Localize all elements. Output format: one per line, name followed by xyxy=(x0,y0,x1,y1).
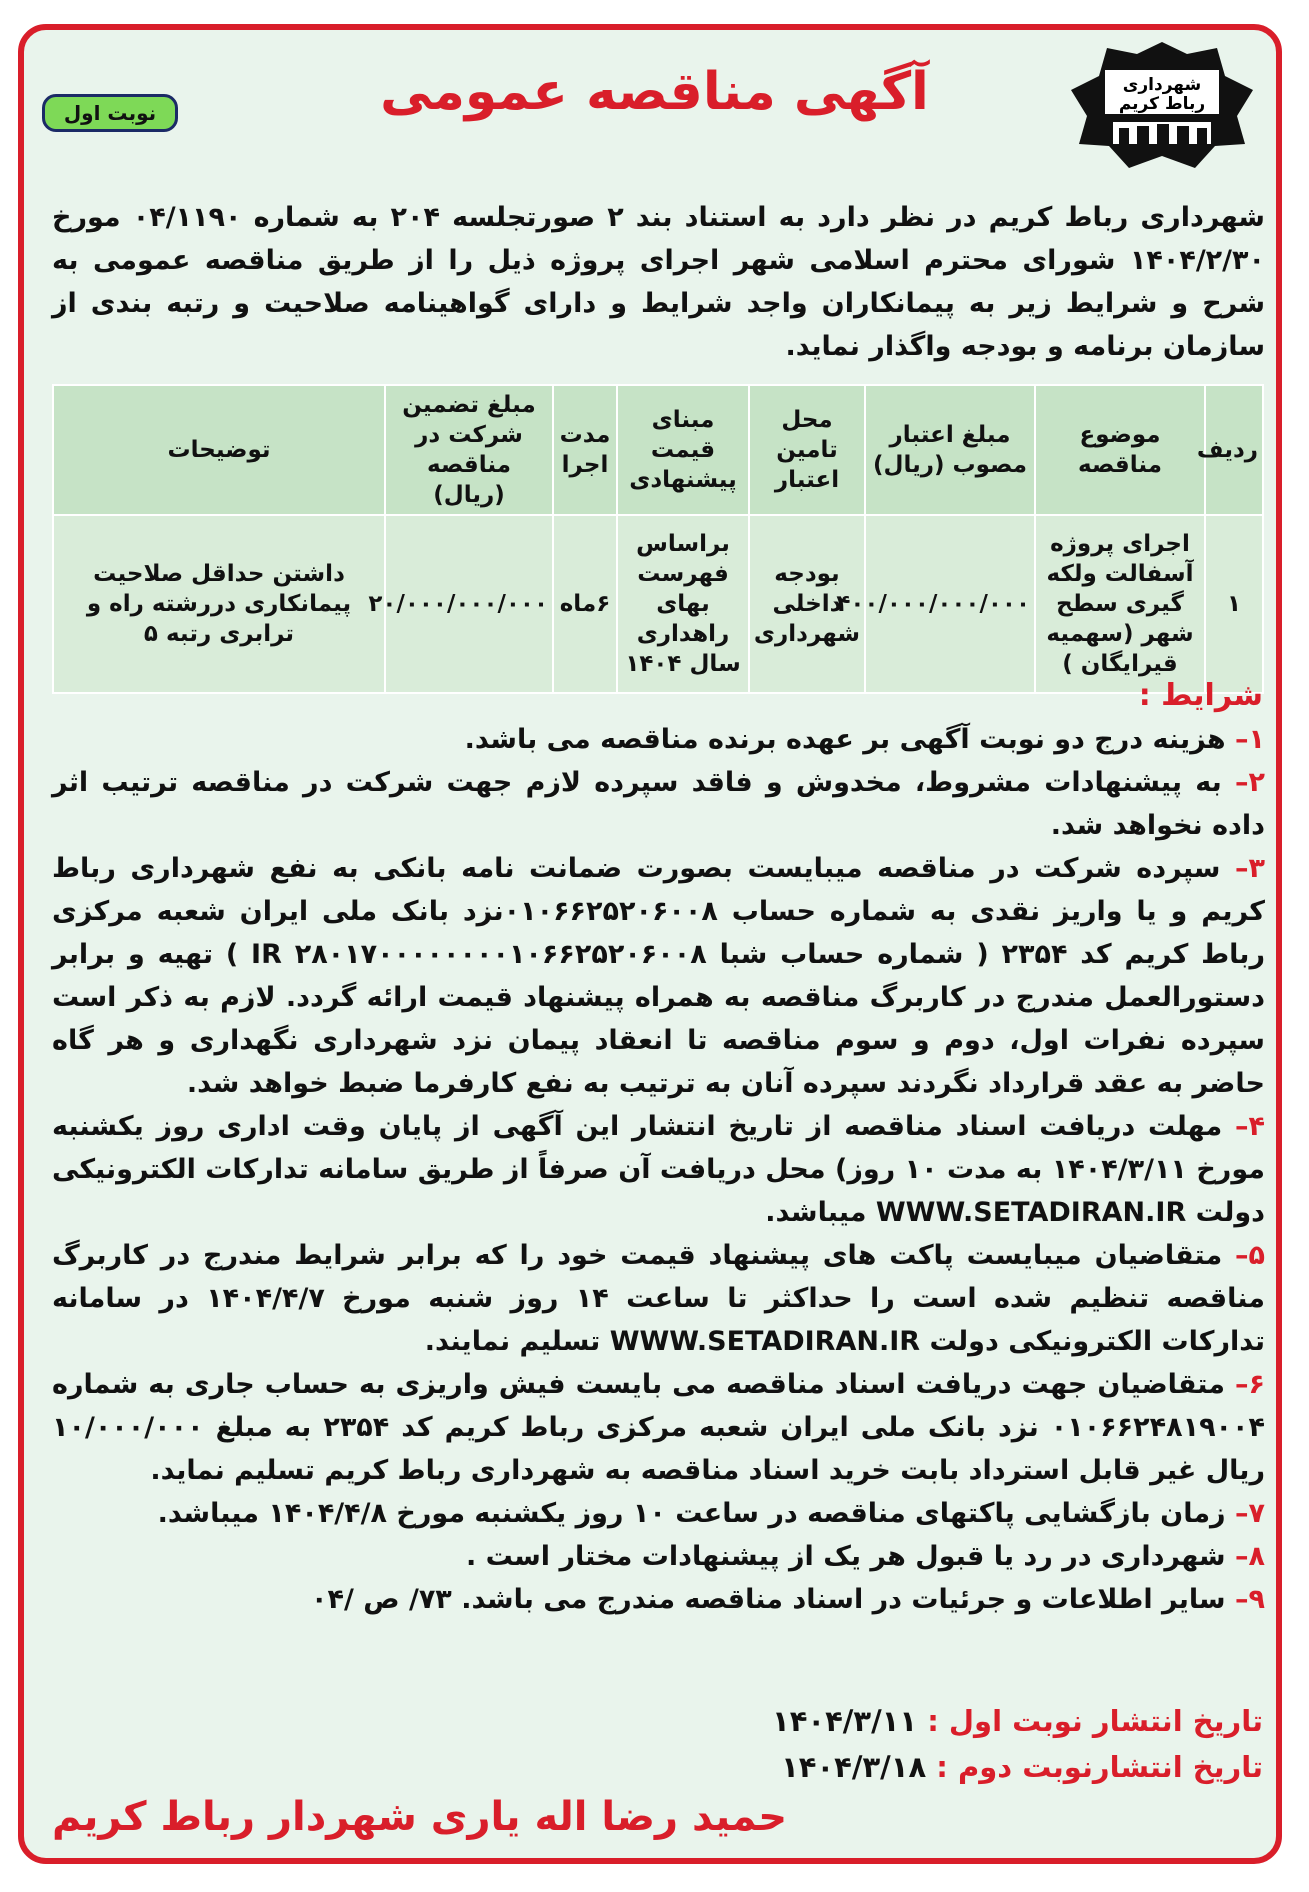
condition-number: ۹– xyxy=(1235,1584,1265,1615)
intro-paragraph: شهرداری رباط کریم در نظر دارد به استناد بند ۲ صورتجلسه ۲۰۴ به شماره ۰۴/۱۱۹۰ مورخ ۱۴۰۴/۲/۳۰ شورای محترم اسلامی شهر اجرای پروژه ذیل را از طریق مناقصه عمومی به شرح و شرایط زیر به پیمانکاران واجد شرایط و دارای گواهینامه صلاحیت و رتبه بندی از سازمان برنامه و بودجه واگذار نماید. xyxy=(52,202,1265,362)
cell-row-number: ۱ xyxy=(1205,515,1263,693)
cell-duration: ۶ماه xyxy=(553,515,617,693)
cell-price-basis: براساس فهرست بهای راهداری سال ۱۴۰۴ xyxy=(617,515,749,693)
second-publication xyxy=(781,1750,1263,1784)
condition-text: زمان بازگشایی پاکتهای مناقصه در ساعت ۱۰ روز یکشنبه مورخ ۱۴۰۴/۴/۸ میباشد. xyxy=(157,1498,1226,1529)
second-publication-date: ۱۴۰۴/۳/۱۸ xyxy=(781,1750,927,1784)
condition-text: به پیشنهادات مشروط، مخدوش و فاقد سپرده لازم جهت شرکت در مناقصه ترتیب اثر داده نخواهد شد. xyxy=(52,767,1265,841)
condition-text: سپرده شرکت در مناقصه میبایست بصورت ضمانت نامه بانکی به نفع شهرداری رباط کریم و یا واریز نقدی به شماره حساب ۰۱۰۶۶۲۵۲۰۶۰۰۸نزد بانک ملی ایران شعبه مرکزی رباط کریم کد ۲۳۵۴ ( شماره حساب شبا IR ۲۸۰۱۷۰۰۰۰۰۰۰۰۱۰۶۶۲۵۲۰۶۰۰۸ ) تهیه و برابر دستورالعمل مندرج در کاربرگ مناقصه به همراه پیشنهاد قیمت ارائه گردد. لازم به ذکر است سپرده نفرات اول، دوم و سوم مناقصه تا انعقاد پیمان نزد شهرداری نگهداری و هر گاه حاضر به عقد قرارداد نگردند سپرده آنان به ترتیب به نفع کارفرما ضبط خواهد شد. xyxy=(52,853,1265,1099)
condition-item xyxy=(52,1578,1265,1621)
condition-text: مهلت دریافت اسناد مناقصه از تاریخ انتشار این آگهی از پایان وقت اداری روز یکشنبه مورخ ۱۴۰۴/۳/۱۱ به مدت ۱۰ روز) محل دریافت آن صرفاً از طریق سامانه تدارکات الکترونیکی دولت WWW.SETADIRAN.IR میباشد. xyxy=(52,1111,1265,1228)
table-header-row xyxy=(53,385,1263,515)
condition-number: ۷– xyxy=(1235,1498,1265,1529)
cell-subject: اجرای پروژه آسفالت ولکه گیری سطح شهر (سهمیه قیرایگان ) xyxy=(1035,515,1205,693)
cell-notes: داشتن حداقل صلاحیت پیمانکاری دررشته راه و ترابری رتبه ۵ xyxy=(53,515,385,693)
first-publication-label: تاریخ انتشار نوبت اول : xyxy=(927,1704,1263,1738)
condition-item xyxy=(52,761,1265,847)
header-cell-price-basis: مبنای قیمت پیشنهادی xyxy=(617,385,749,515)
condition-number: ۱– xyxy=(1235,724,1265,755)
condition-item xyxy=(52,1363,1265,1492)
header-cell-subject: موضوع مناقصه xyxy=(1035,385,1205,515)
condition-number: ۳– xyxy=(1235,853,1265,884)
condition-text: سایر اطلاعات و جرئیات در اسناد مناقصه مندرج می باشد. ۷۳/ ص /۰۴ xyxy=(311,1584,1226,1615)
cell-guarantee: ۲۰/۰۰۰/۰۰۰/۰۰۰ xyxy=(385,515,553,693)
mayor-signature: حمید رضا اله یاری شهردار رباط کریم xyxy=(52,1794,788,1840)
header-cell-duration: مدت اجرا xyxy=(553,385,617,515)
page-title: آگهی مناقصه عمومی xyxy=(380,62,929,122)
condition-item xyxy=(52,1105,1265,1234)
header-cell-guarantee: مبلغ تضمین شرکت در مناقصه (ریال) xyxy=(385,385,553,515)
header-cell-budget: مبلغ اعتبار مصوب (ریال) xyxy=(865,385,1035,515)
cell-budget: ۴۰۰/۰۰۰/۰۰۰/۰۰۰ xyxy=(865,515,1035,693)
first-publication-date: ۱۴۰۴/۳/۱۱ xyxy=(772,1704,918,1738)
conditions-title: شرایط : xyxy=(1138,678,1263,713)
condition-text: متقاضیان جهت دریافت اسناد مناقصه می بایست فیش واریزی به حساب جاری به شماره ۰۱۰۶۶۲۴۸۱۹۰۰۴ نزد بانک ملی ایران شعبه مرکزی رباط کریم کد ۲۳۵۴ به مبلغ ۱۰/۰۰۰/۰۰۰ ریال غیر قابل استرداد بابت خرید اسناد مناقصه به شهرداری رباط کریم تسلیم نماید. xyxy=(52,1369,1265,1486)
condition-text: شهرداری در رد یا قبول هر یک از پیشنهادات مختار است . xyxy=(466,1541,1226,1572)
condition-text: متقاضیان میبایست پاکت های پیشنهاد قیمت خود را که برابر شرایط مندرج در کاربرگ مناقصه تنظیم شده است را حداکثر تا ساعت ۱۴ روز شنبه مورخ ۱۴۰۴/۴/۷ در سامانه تدارکات الکترونیکی دولت WWW.SETADIRAN.IR تسلیم نمایند. xyxy=(52,1240,1265,1357)
condition-item xyxy=(52,1492,1265,1535)
header-cell-funding-source: محل تامین اعتبار xyxy=(749,385,865,515)
condition-number: ۲– xyxy=(1235,767,1265,798)
condition-number: ۸– xyxy=(1235,1541,1265,1572)
condition-item xyxy=(52,1234,1265,1363)
logo-text-line2: رباط کریم xyxy=(1118,94,1206,114)
condition-number: ۵– xyxy=(1235,1240,1265,1271)
logo-text-line1: شهرداری xyxy=(1122,75,1202,95)
condition-number: ۶– xyxy=(1235,1369,1266,1400)
condition-number: ۴– xyxy=(1235,1111,1265,1142)
header-cell-row-number: ردیف xyxy=(1205,385,1263,515)
cell-funding-source: بودجه داخلی شهرداری xyxy=(749,515,865,693)
second-publication-label: تاریخ انتشارنوبت دوم : xyxy=(936,1750,1263,1784)
header-cell-notes: توضیحات xyxy=(53,385,385,515)
municipality-logo-icon xyxy=(1067,40,1257,170)
condition-item xyxy=(52,847,1265,1105)
first-publication xyxy=(772,1704,1263,1738)
condition-item xyxy=(52,1535,1265,1578)
tender-table xyxy=(52,384,1264,694)
conditions-list xyxy=(52,718,1265,1621)
round-badge: نوبت اول xyxy=(42,94,178,132)
condition-item xyxy=(52,718,1265,761)
condition-text: هزینه درج دو نوبت آگهی بر عهده برنده مناقصه می باشد. xyxy=(464,724,1226,755)
table-row xyxy=(53,515,1263,693)
